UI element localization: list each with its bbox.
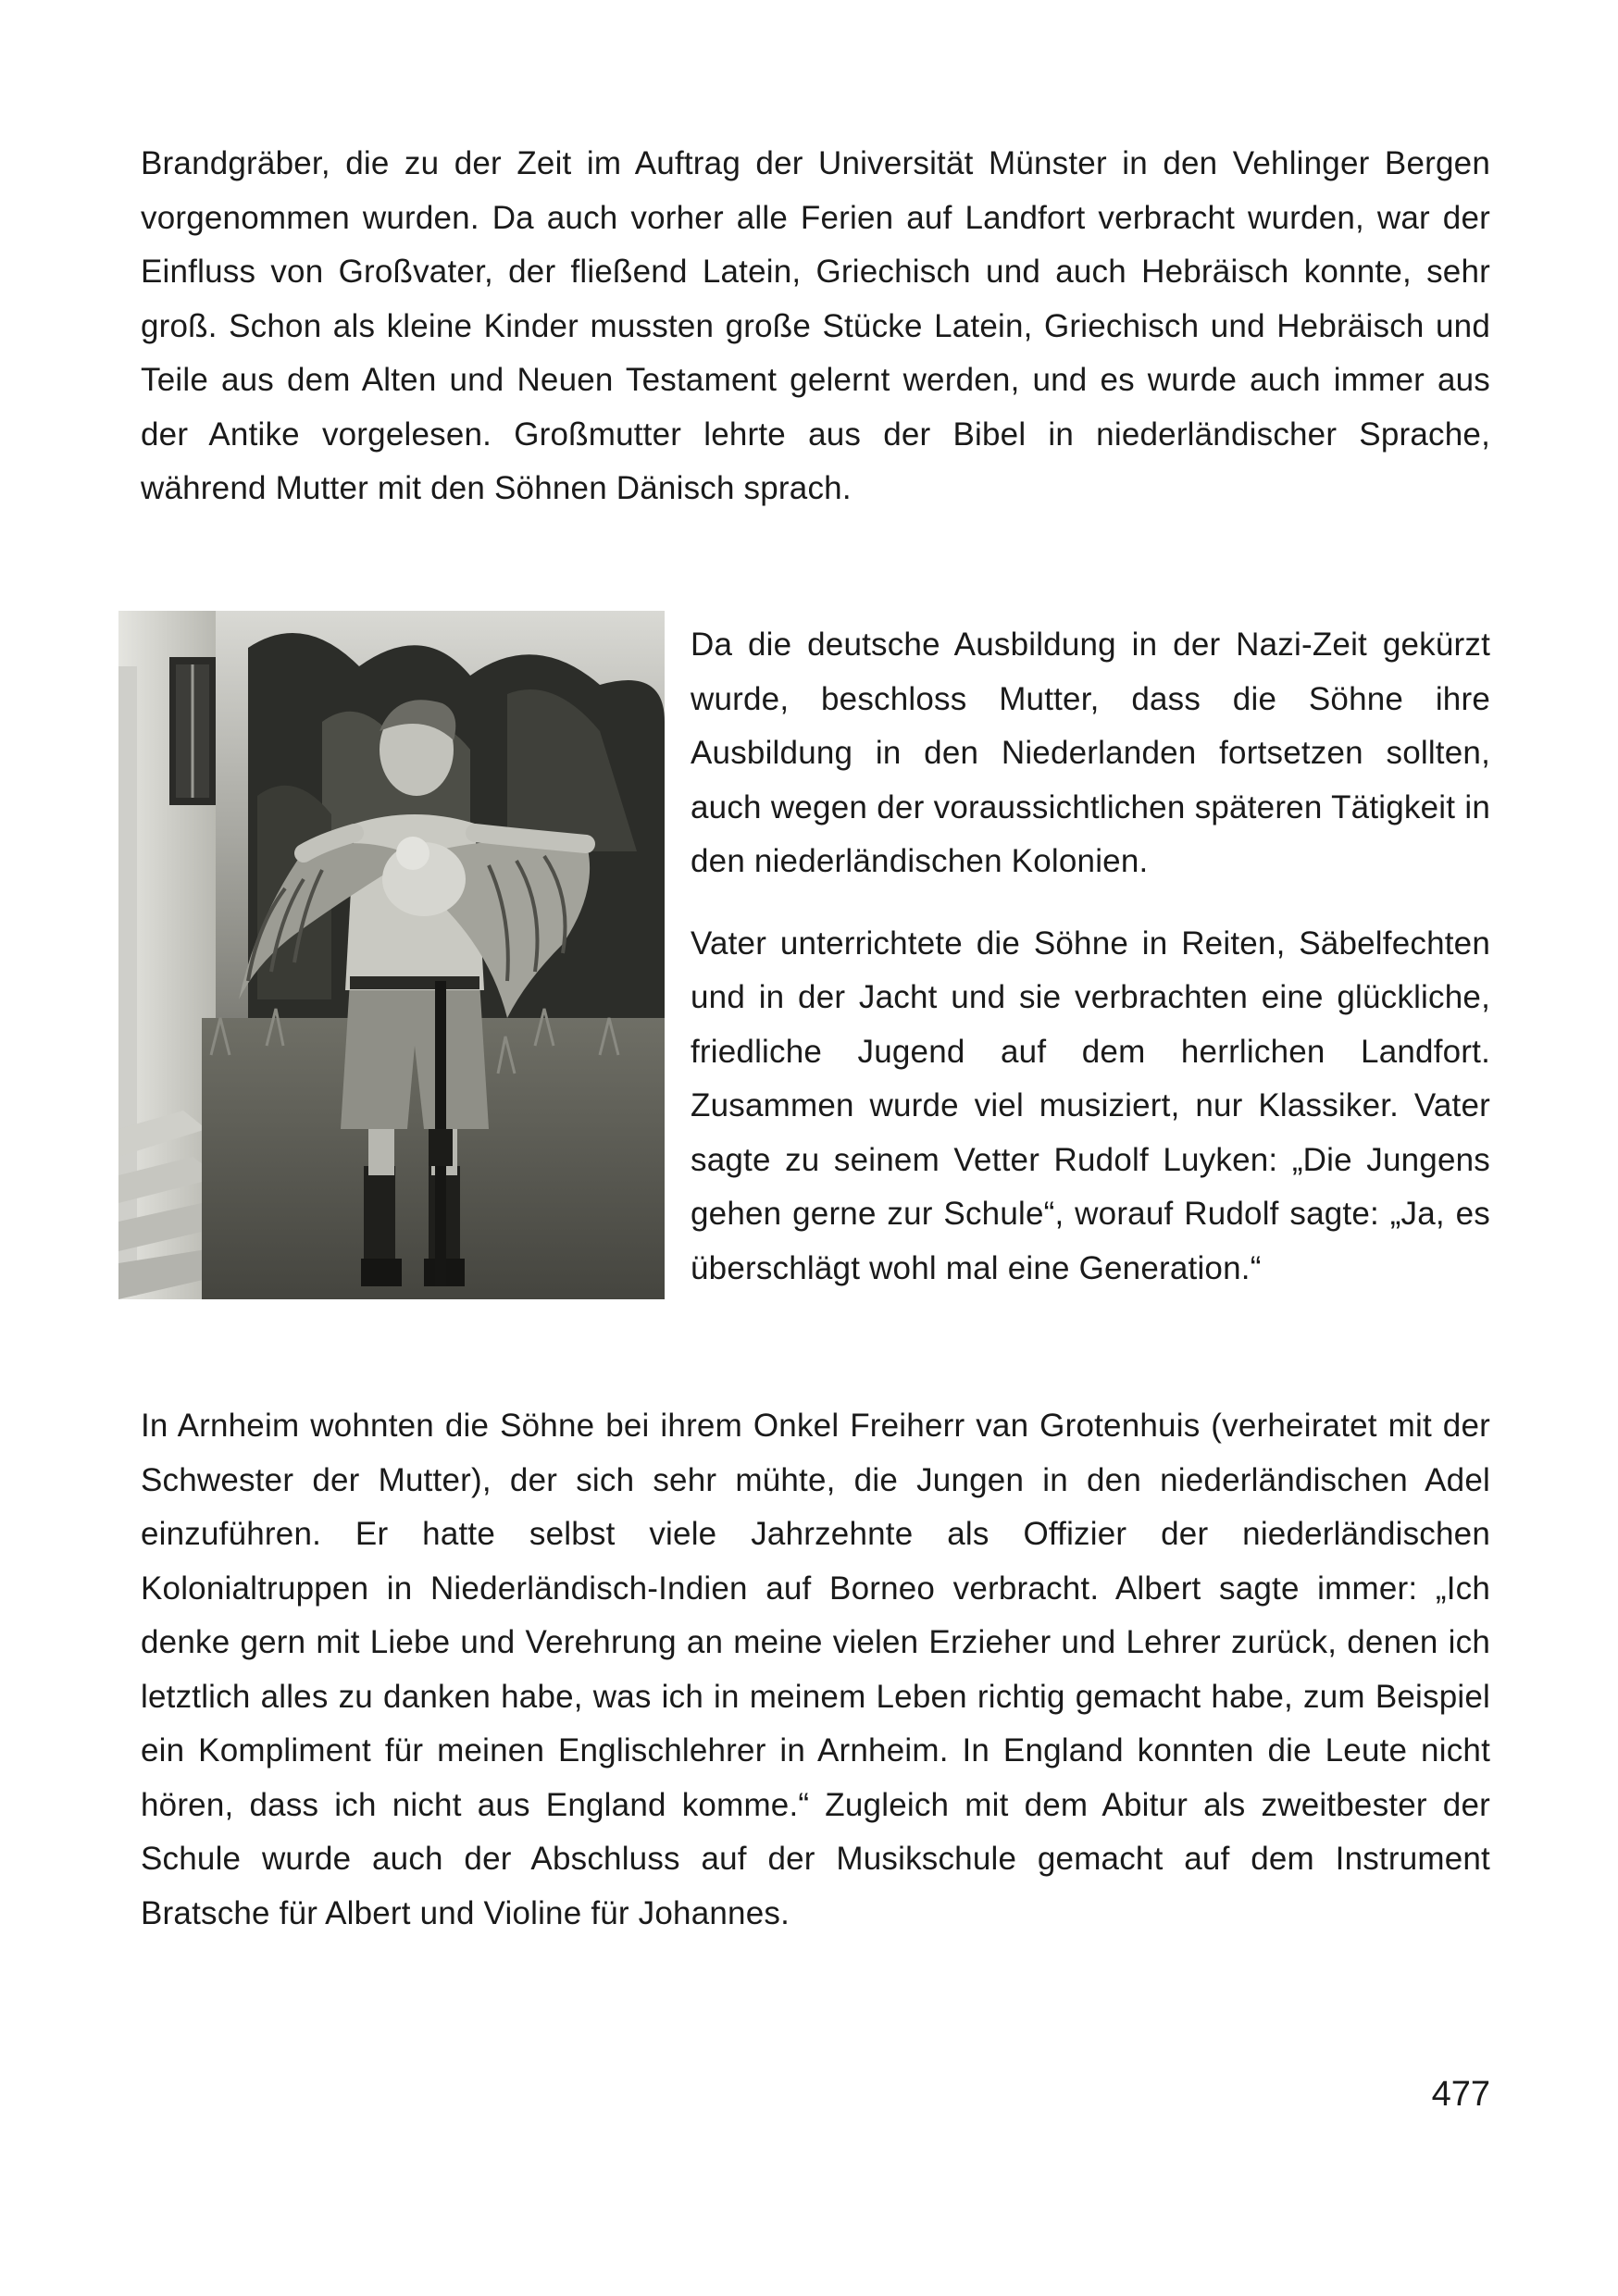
page-number: 477 [1431,2075,1490,2114]
paragraph-1: Brandgräber, die zu der Zeit im Auftrag der Universität Münster in den Vehlinger Bergen vorgenommen wurden. Da auch vorher alle Ferien auf Landfort verbracht wurden, war der Einfluss von Großvater, der fließend Latein, Griechisch und auch Hebräisch konnte, sehr groß. Schon als kleine Kinder mussten große Stücke Latein, Griechisch und Hebräisch und Teile aus dem Alten und Neuen Testament gelernt werden, und es wurde auch immer aus der Antike vorgelesen. Großmutter lehrte aus der Bibel in niederländischer Sprache, während Mutter mit den Söhnen Dänisch sprach. [141,145,1490,506]
paragraph-3: Vater unterrichtete die Söhne in Reiten, Säbelfechten und in der Jacht und sie verbrachten eine glückliche, friedliche Jugend auf dem herrlichen Landfort. Zusammen wurde viel musiziert, nur Klassiker. Vater sagte zu seinem Vetter Rudolf Luyken: „Die Jungens gehen gerne zur Schule“, worauf Rudolf sagte: „Ja, es überschlägt wohl mal eine Generation.“ [691,925,1490,1286]
photo-text-section [118,611,1490,1299]
photo-boy-with-bird [118,611,665,1299]
paragraph-4: In Arnheim wohnten die Söhne bei ihrem Onkel Freiherr van Grotenhuis (verheiratet mit der Schwester der Mutter), der sich sehr mühte, die Jungen in den niederländischen Adel einzuführen. Er hatte selbst viele Jahrzehnte als Offizier der niederländischen Kolonialtruppen in Niederländisch-Indien auf Borneo verbracht. Albert sagte immer: „Ich denke gern mit Liebe und Verehrung an meine vielen Erzieher und Lehrer zurück, denen ich letztlich alles zu danken habe, was ich in meinem Leben richtig gemacht habe, zum Beispiel ein Kompliment für meinen Englischlehrer in Arnheim. In England konnten die Leute nicht hören, dass ich nicht aus England komme.“ Zugleich mit dem Abitur als zweitbester der Schule wurde auch der Abschluss auf der Musikschule gemacht auf dem Instrument Bratsche für Albert und Violine für Johannes. [141,1408,1490,1931]
paragraph-2: Da die deutsche Ausbildung in der Nazi-Zeit gekürzt wurde, beschloss Mutter, dass die Söhne ihre Ausbildung in den Niederlanden fortsetzen sollten, auch wegen der voraussichtlichen späteren Tätigkeit in den niederländischen Kolonien. [691,627,1490,879]
